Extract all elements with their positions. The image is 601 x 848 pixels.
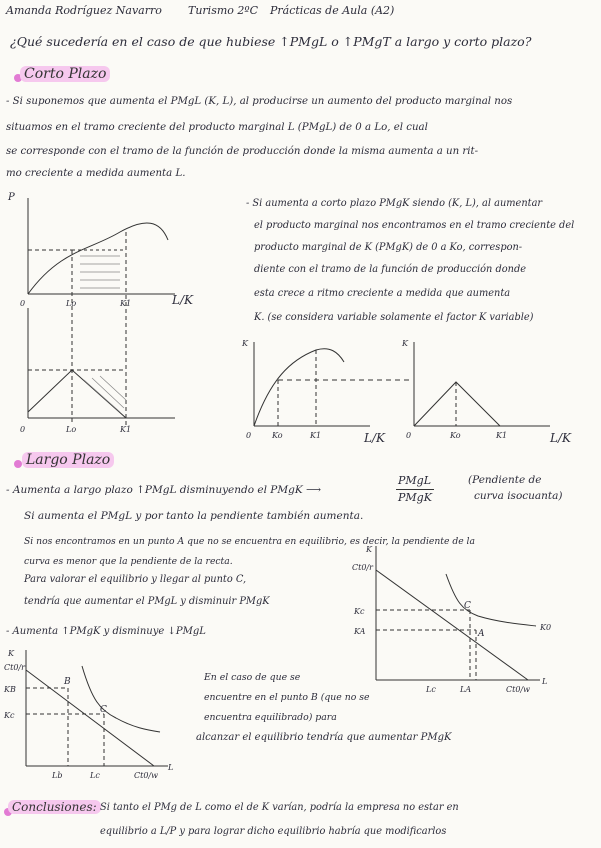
graph-right-point-c: C <box>464 601 471 611</box>
graph3-tick-k1: K1 <box>496 431 508 440</box>
heading-conclusion: Conclusiones: <box>8 800 101 814</box>
long-term-para-1: Si nos encontramos en un punto A que no se encuentra en equilibrio, es decir, la pendiente de la <box>24 536 475 547</box>
ratio-numerator: PMgL <box>398 474 432 487</box>
question: ¿Qué sucedería en el caso de que hubiese ↑PMgL o ↑PMgT a largo y corto plazo? <box>10 34 532 49</box>
graph-right-tick-ct0w: Ct0/w <box>506 685 530 694</box>
long-term-para-2: curva es menor que la pendiente de la recta. <box>24 556 233 567</box>
bullet-dot-icon <box>14 460 22 468</box>
graph-marginal-k <box>400 330 590 450</box>
graph1-tick-0: 0 <box>20 299 26 308</box>
graph-left-x-label: L <box>168 763 174 772</box>
graph-left-y-top: Ct0/r <box>4 663 25 672</box>
graph-right-x-label: L <box>542 677 548 686</box>
assignment-label: Prácticas de Aula (A2) <box>270 4 395 17</box>
graph2-tick-ko: Ko <box>272 431 283 440</box>
author-name: Amanda Rodríguez Navarro <box>6 4 162 17</box>
graph-right-y-top: Ct0/r <box>352 563 373 572</box>
graph-left-point-b: B <box>64 677 71 687</box>
graph2-y-label: K <box>242 339 248 348</box>
long-term-line-2: Si aumenta el PMgL y por tanto la pendiente también aumenta. <box>24 510 364 522</box>
graph2-x-label: L/K <box>364 431 385 445</box>
graph2-tick-k1: K1 <box>310 431 322 440</box>
graph-production-k <box>240 330 410 450</box>
short-term-k-line-6: K. (se considera variable solamente el factor K variable) <box>254 312 534 323</box>
short-term-k-line-1: - Si aumenta a corto plazo PMgK siendo (K, L), al aumentar <box>246 198 543 209</box>
course-label: Turismo 2ºC <box>188 4 258 17</box>
short-term-k-line-4: diente con el tramo de la función de producción donde <box>254 264 527 275</box>
graph-right-tick-la: LA <box>460 685 472 694</box>
graph-left-tick-ct0w: Ct0/w <box>134 771 158 780</box>
graph-right-tick-ka: KA <box>354 627 366 636</box>
graph-left-point-c: C <box>100 705 107 715</box>
note-line-3: encuentra equilibrado) para <box>204 712 337 723</box>
graph3-tick-0: 0 <box>406 431 412 440</box>
graph-left-tick-kc: Kc <box>4 711 15 720</box>
graph-left-tick-lb: Lb <box>52 771 63 780</box>
graph1-x-label: L/K <box>172 293 193 307</box>
graph1-tick-lo: Lo <box>66 299 77 308</box>
conclusion-line-2: equilibrio a L/P y para lograr dicho equilibrio habría que modificarlos <box>100 826 447 837</box>
graph-isoquant-left <box>0 644 190 789</box>
graph1b-tick-k1: K1 <box>120 425 132 434</box>
graph-right-point-a: A <box>478 629 485 639</box>
graph3-tick-ko: Ko <box>450 431 461 440</box>
short-term-k-line-5: esta crece a ritmo creciente a medida que aumenta <box>254 288 511 299</box>
graph-left-tick-kb: KB <box>4 685 16 694</box>
graph-left-tick-lc: Lc <box>90 771 100 780</box>
ratio-note-1: (Pendiente de <box>468 474 542 486</box>
graph3-y-label: K <box>402 339 408 348</box>
graph1-tick-k1: K1 <box>120 299 132 308</box>
ratio-note-2: curva isocuanta) <box>474 490 563 502</box>
short-term-line-2: situamos en el tramo creciente del producto marginal L (PMgL) de 0 a Lo, el cual <box>6 122 428 133</box>
graph1b-tick-0: 0 <box>20 425 26 434</box>
long-term-line-3: - Aumenta ↑PMgK y disminuye ↓PMgL <box>6 626 206 637</box>
graph-isoquant-right <box>350 540 590 700</box>
graph-right-y-label: K <box>366 545 372 554</box>
note-line-4: alcanzar el equilibrio tendría que aumentar PMgK <box>196 732 452 743</box>
ratio-denominator: PMgK <box>398 491 432 504</box>
ratio-bar <box>396 489 434 490</box>
note-line-1: En el caso de que se <box>204 672 301 683</box>
graph3-x-label: L/K <box>550 431 571 445</box>
conclusion-line-1: Si tanto el PMg de L como el de K varían, podría la empresa no estar en <box>100 802 459 813</box>
short-term-line-3: se corresponde con el tramo de la función de producción donde la misma aumenta a un rit- <box>6 146 479 157</box>
heading-short-term: Corto Plazo <box>20 66 110 82</box>
long-term-para-4: tendría que aumentar el PMgL y disminuir PMgK <box>24 596 270 607</box>
graph-right-tick-lc: Lc <box>426 685 436 694</box>
heading-long-term: Largo Plazo <box>22 452 114 468</box>
short-term-line-1: - Si suponemos que aumenta el PMgL (K, L), al producirse un aumento del producto marginal nos <box>6 96 513 107</box>
graph-right-tick-kc: Kc <box>354 607 365 616</box>
graph-left-y-label: K <box>8 649 14 658</box>
note-line-2: encuentre en el punto B (que no se <box>204 692 370 703</box>
short-term-k-line-3: producto marginal de K (PMgK) de 0 a Ko, correspon- <box>254 242 523 253</box>
short-term-k-line-2: el producto marginal nos encontramos en el tramo creciente del <box>254 220 575 231</box>
graph-right-curve-k0: K0 <box>540 623 552 632</box>
graph-production-l <box>0 190 230 440</box>
graph1-y-label: P <box>8 192 15 203</box>
short-term-line-4: mo creciente a medida aumenta L. <box>6 168 186 179</box>
graph1b-tick-lo: Lo <box>66 425 77 434</box>
graph2-tick-0: 0 <box>246 431 252 440</box>
long-term-line-1: - Aumenta a largo plazo ↑PMgL disminuyendo el PMgK ⟶ <box>6 484 322 496</box>
long-term-para-3: Para valorar el equilibrio y llegar al punto C, <box>24 574 247 585</box>
